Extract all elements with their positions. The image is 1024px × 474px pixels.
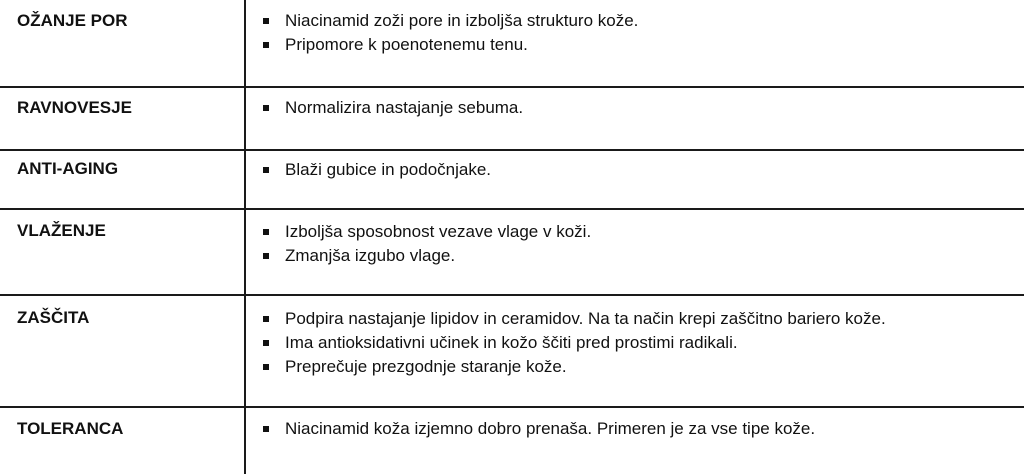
bullet-item [263,307,886,331]
bullet-text: Pripomore k poenotenemu tenu. [285,35,528,54]
bullet-item [263,158,491,182]
bullet-item [263,220,591,244]
bullet-item [263,9,638,33]
bullet-item [263,33,638,57]
bullet-text: Niacinamid koža izjemno dobro prenaša. Primeren je za vse tipe kože. [285,419,816,438]
bullet-text: Normalizira nastajanje sebuma. [285,98,524,117]
bullet-text: Preprečuje prezgodnje staranje kože. [285,357,567,376]
table-row [0,408,1024,474]
bullet-list [263,9,638,57]
bullet-text: Zmanjša izgubo vlage. [285,246,456,265]
row-label: ANTI-AGING [17,159,119,178]
bullet-square-icon [263,316,269,322]
bullet-text: Izboljša sposobnost vezave vlage v koži. [285,222,592,241]
row-label: OŽANJE POR [17,11,128,30]
row-label: TOLERANCA [17,419,124,438]
row-label: VLAŽENJE [17,221,106,240]
bullet-square-icon [263,105,269,111]
table-row [0,88,1024,149]
table-row [0,151,1024,208]
bullet-item [263,355,886,379]
bullet-square-icon [263,364,269,370]
bullet-list [263,96,523,120]
bullet-square-icon [263,340,269,346]
bullet-item [263,96,523,120]
bullet-item [263,331,886,355]
table-row [0,210,1024,294]
bullet-item [263,244,591,268]
bullet-list [263,158,491,182]
bullet-square-icon [263,253,269,259]
bullet-text: Podpira nastajanje lipidov in ceramidov. Na ta način krepi zaščitno bariero kože. [285,309,886,328]
row-label: RAVNOVESJE [17,98,132,117]
table-row [0,0,1024,86]
bullet-text: Blaži gubice in podočnjake. [285,160,492,179]
bullet-square-icon [263,229,269,235]
bullet-list [263,417,815,441]
bullet-text: Niacinamid zoži pore in izboljša strukturo kože. [285,11,639,30]
bullet-square-icon [263,42,269,48]
bullet-list [263,307,886,379]
table-row [0,296,1024,406]
bullet-square-icon [263,167,269,173]
row-label: ZAŠČITA [17,308,90,327]
bullet-item [263,417,815,441]
bullet-square-icon [263,18,269,24]
bullet-square-icon [263,426,269,432]
bullet-text: Ima antioksidativni učinek in kožo ščiti pred prostimi radikali. [285,333,738,352]
bullet-list [263,220,591,268]
